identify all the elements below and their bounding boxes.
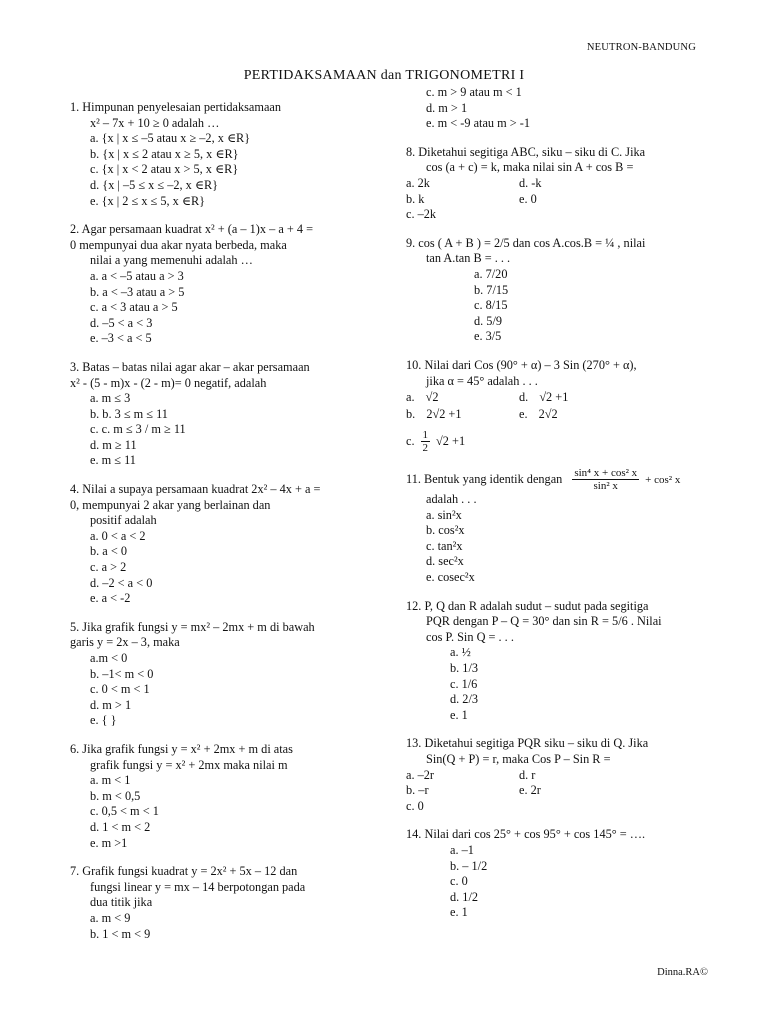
option: c. 0	[406, 798, 424, 813]
option: b. {x | x ≤ 2 atau x ≥ 5, x ∈R}	[90, 146, 239, 161]
page-header: NEUTRON-BANDUNG	[586, 42, 696, 53]
option: a. m < 1	[90, 773, 131, 788]
option: a. 0 < a < 2	[90, 528, 146, 543]
option-c: c. 1 2 √2 +1	[406, 429, 466, 455]
option: b. m < 0,5	[90, 788, 141, 803]
option: b. k	[406, 191, 425, 206]
option: b. a < 0	[90, 544, 127, 559]
option: a. 2k	[406, 175, 430, 190]
option-e: e. 2√2	[519, 407, 558, 422]
question-text: fungsi linear y = mx – 14 berpotongan pada	[90, 879, 306, 894]
question-text: grafik fungsi y = x² + 2mx maka nilai m	[90, 757, 288, 772]
options-grid	[406, 389, 726, 423]
question-text: 14. Nilai dari cos 25° + cos 95° + cos 145° = ….	[406, 827, 646, 842]
options-grid	[406, 176, 726, 223]
option: d. 2/3	[450, 692, 479, 707]
option: c. 1/6	[450, 676, 478, 691]
question-text: adalah . . .	[426, 492, 477, 507]
option: b. cos²x	[426, 523, 465, 538]
option: e. m >1	[90, 835, 128, 850]
option: e. m ≤ 11	[90, 453, 136, 468]
question-text: x² – 7x + 10 ≥ 0 adalah …	[90, 115, 220, 130]
question-14	[406, 827, 726, 921]
option: b. –r	[406, 783, 429, 798]
option: c. tan²x	[426, 538, 463, 553]
fraction: sin⁴ x + cos² x sin² x	[574, 467, 638, 493]
question-12	[406, 599, 726, 724]
question-text: 8. Diketahui segitiga ABC, siku – siku di C. Jika	[406, 144, 646, 159]
question-text: 3. Batas – batas nilai agar akar – akar persamaan	[70, 359, 310, 374]
option: d. m > 1	[90, 697, 132, 712]
question-3	[70, 360, 370, 469]
question-7	[70, 864, 370, 942]
question-1	[70, 100, 370, 209]
question-text: tan A.tan B = . . .	[426, 251, 511, 266]
option: a.m < 0	[90, 651, 128, 665]
question-9	[406, 236, 726, 345]
option: c. a < 3 atau a > 5	[90, 300, 178, 315]
question-text: Sin(Q + P) = r, maka Cos P – Sin R =	[426, 752, 611, 766]
option: d. 5/9	[474, 313, 503, 328]
question-text: 0, mempunyai 2 akar yang berlainan dan	[70, 497, 271, 512]
option: b. 1/3	[450, 661, 479, 676]
question-7-continued	[406, 85, 726, 132]
question-text: 12. P, Q dan R adalah sudut – sudut pada segitiga	[406, 598, 649, 613]
question-text: positif adalah	[90, 513, 157, 528]
option: b. 1 < m < 9	[90, 926, 151, 941]
question-text: 11. Bentuk yang identik dengan sin⁴ x + cos² x sin² x + cos² x	[406, 467, 681, 493]
question-text: 9. cos ( A + B ) = 2/5 dan cos A.cos.B = ¼ , nilai	[406, 235, 646, 250]
question-10	[406, 358, 726, 454]
option: c. a > 2	[90, 560, 127, 575]
option: d. 1/2	[450, 889, 479, 904]
question-text: cos (a + c) = k, maka nilai sin A + cos B =	[426, 160, 634, 175]
option-a: a. √2	[406, 390, 439, 405]
question-2	[70, 222, 370, 347]
question-text: 0 mempunyai dua akar nyata berbeda, maka	[70, 237, 287, 252]
fraction: 1 2	[422, 429, 429, 455]
option: a. –1	[450, 842, 474, 857]
option: c. 8/15	[474, 298, 508, 313]
option: b. a < –3 atau a > 5	[90, 284, 185, 299]
option	[519, 799, 619, 815]
question-text: 4. Nilai a supaya persamaan kuadrat 2x² – 4x + a =	[70, 482, 321, 497]
option: c. –2k	[406, 207, 437, 222]
question-5	[70, 620, 370, 729]
option: b. –1< m < 0	[90, 666, 154, 681]
question-text: jika α = 45° adalah . . .	[426, 373, 538, 388]
option: c. m > 9 atau m < 1	[426, 85, 522, 99]
right-column	[406, 85, 726, 934]
question-text: cos P. Sin Q = . . .	[426, 629, 514, 644]
option: a. {x | x ≤ –5 atau x ≥ –2, x ∈R}	[90, 131, 251, 146]
option: d. 1 < m < 2	[90, 819, 151, 834]
option: e. a < -2	[90, 591, 131, 606]
option: e. cosec²x	[426, 570, 475, 585]
option: a. sin²x	[426, 507, 462, 522]
question-text: 1. Himpunan penyelesaian pertidaksamaan	[70, 100, 282, 114]
question-8	[406, 145, 726, 223]
option: e. 1	[450, 707, 468, 722]
option: c. c. m ≤ 3 / m ≥ 11	[90, 422, 186, 437]
question-text: 13. Diketahui segitiga PQR siku – siku di Q. Jika	[406, 736, 649, 751]
option: e. { }	[90, 713, 117, 728]
option	[519, 207, 619, 223]
option: c. {x | x < 2 atau x > 5, x ∈R}	[90, 162, 239, 177]
option: e. {x | 2 ≤ x ≤ 5, x ∈R}	[90, 193, 206, 208]
option: c. 0	[450, 874, 468, 889]
option: a. ½	[450, 645, 471, 660]
option: e. m < -9 atau m > -1	[426, 116, 531, 131]
option: b. b. 3 ≤ m ≤ 11	[90, 406, 168, 421]
question-text: x² - (5 - m)x - (2 - m)= 0 negatif, adalah	[70, 375, 267, 390]
left-column	[70, 100, 370, 955]
option: d. –5 < a < 3	[90, 315, 153, 330]
option: e. 0	[519, 191, 537, 206]
question-text: 2. Agar persamaan kuadrat x² + (a – 1)x – a + 4 =	[70, 222, 314, 237]
option: d. m ≥ 11	[90, 437, 137, 452]
question-13	[406, 736, 726, 814]
option: e. –3 < a < 5	[90, 331, 152, 346]
options-grid	[406, 768, 726, 815]
option: a. –2r	[406, 767, 434, 782]
option: d. sec²x	[426, 554, 464, 569]
option: e. 3/5	[474, 329, 502, 344]
question-text: 5. Jika grafik fungsi y = mx² – 2mx + m di bawah	[70, 619, 315, 634]
question-text: 6. Jika grafik fungsi y = x² + 2mx + m di atas	[70, 741, 293, 756]
page-title: PERTIDAKSAMAAN dan TRIGONOMETRI I	[243, 68, 525, 83]
page-footer: Dinna.RA©	[657, 967, 708, 978]
question-11	[406, 467, 726, 586]
option-d: d. √2 +1	[519, 390, 569, 405]
question-text: 10. Nilai dari Cos (90° + α) – 3 Sin (270° + α),	[406, 357, 637, 372]
option: d. m > 1	[426, 100, 468, 115]
option: d. {x | –5 ≤ x ≤ –2, x ∈R}	[90, 177, 219, 192]
question-text: nilai a yang memenuhi adalah …	[90, 253, 253, 268]
question-4	[70, 482, 370, 607]
question-text: garis y = 2x – 3, maka	[70, 635, 180, 650]
option: e. 2r	[519, 783, 541, 798]
option: c. 0 < m < 1	[90, 682, 150, 697]
option: a. m ≤ 3	[90, 391, 131, 406]
option: e. 1	[450, 905, 468, 920]
option: d. –2 < a < 0	[90, 575, 153, 590]
option: a. 7/20	[474, 266, 508, 281]
option: b. 7/15	[474, 282, 509, 297]
option: b. – 1/2	[450, 858, 488, 873]
option-b: b. 2√2 +1	[406, 407, 462, 422]
question-text: 7. Grafik fungsi kuadrat y = 2x² + 5x – 12 dan	[70, 864, 298, 879]
option: d. r	[519, 767, 536, 782]
option: d. -k	[519, 175, 542, 190]
question-text: dua titik jika	[90, 895, 153, 910]
option: a. m < 9	[90, 910, 131, 925]
question-text: PQR dengan P – Q = 30° dan sin R = 5/6 . Nilai	[426, 614, 662, 629]
option: a. a < –5 atau a > 3	[90, 268, 184, 283]
question-6	[70, 742, 370, 851]
option: c. 0,5 < m < 1	[90, 804, 159, 819]
